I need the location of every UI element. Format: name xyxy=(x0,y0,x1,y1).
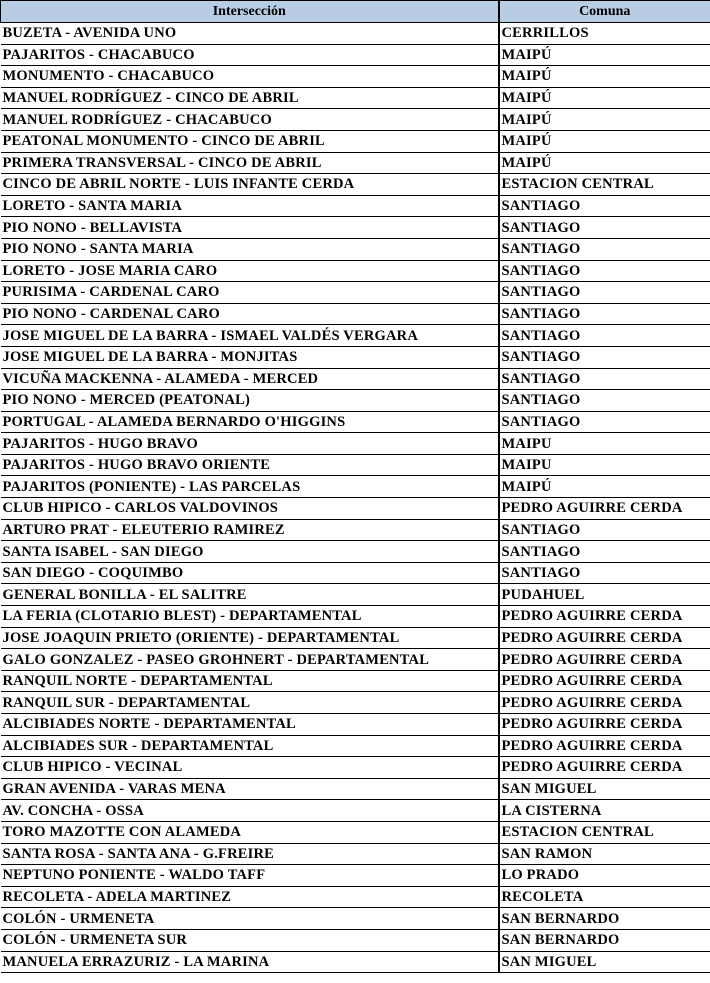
cell-interseccion[interactable]: PEATONAL MONUMENTO - CINCO DE ABRIL xyxy=(1,130,499,152)
cell-comuna[interactable]: SANTIAGO xyxy=(499,519,710,541)
cell-interseccion[interactable]: COLÓN - URMENETA xyxy=(1,908,499,930)
cell-interseccion[interactable]: PAJARITOS - HUGO BRAVO ORIENTE xyxy=(1,454,499,476)
table-row xyxy=(1,757,710,779)
table-row xyxy=(1,627,710,649)
cell-comuna[interactable]: PEDRO AGUIRRE CERDA xyxy=(499,714,710,736)
table-row xyxy=(1,303,710,325)
cell-interseccion[interactable]: TORO MAZOTTE CON ALAMEDA xyxy=(1,821,499,843)
cell-comuna[interactable]: SANTIAGO xyxy=(499,325,710,347)
table-row xyxy=(1,606,710,628)
cell-comuna[interactable]: SANTIAGO xyxy=(499,562,710,584)
cell-interseccion[interactable]: MONUMENTO - CHACABUCO xyxy=(1,66,499,88)
table-row xyxy=(1,908,710,930)
table-row xyxy=(1,87,710,109)
table-row xyxy=(1,66,710,88)
cell-comuna[interactable]: SANTIAGO xyxy=(499,282,710,304)
table-row xyxy=(1,800,710,822)
cell-comuna[interactable]: SAN BERNARDO xyxy=(499,908,710,930)
cell-interseccion[interactable]: ALCIBIADES NORTE - DEPARTAMENTAL xyxy=(1,714,499,736)
header-row xyxy=(1,1,710,23)
table-row xyxy=(1,368,710,390)
cell-interseccion[interactable]: PRIMERA TRANSVERSAL - CINCO DE ABRIL xyxy=(1,152,499,174)
table-row xyxy=(1,843,710,865)
cell-interseccion[interactable]: JOSE JOAQUIN PRIETO (ORIENTE) - DEPARTAMENTAL xyxy=(1,627,499,649)
table-row xyxy=(1,562,710,584)
cell-interseccion[interactable]: CLUB HIPICO - CARLOS VALDOVINOS xyxy=(1,498,499,520)
cell-comuna[interactable]: SANTIAGO xyxy=(499,346,710,368)
cell-interseccion[interactable]: PAJARITOS - CHACABUCO xyxy=(1,44,499,66)
cell-interseccion[interactable]: VICUÑA MACKENNA - ALAMEDA - MERCED xyxy=(1,368,499,390)
cell-comuna[interactable]: ESTACION CENTRAL xyxy=(499,174,710,196)
cell-comuna[interactable]: SANTIAGO xyxy=(499,303,710,325)
table-row xyxy=(1,541,710,563)
cell-interseccion[interactable]: BUZETA - AVENIDA UNO xyxy=(1,23,499,45)
cell-interseccion[interactable]: NEPTUNO PONIENTE - WALDO TAFF xyxy=(1,865,499,887)
cell-comuna[interactable]: CERRILLOS xyxy=(499,23,710,45)
cell-comuna[interactable]: MAIPU xyxy=(499,433,710,455)
cell-interseccion[interactable]: GALO GONZALEZ - PASEO GROHNERT - DEPARTAMENTAL xyxy=(1,649,499,671)
cell-interseccion[interactable]: CINCO DE ABRIL NORTE - LUIS INFANTE CERDA xyxy=(1,174,499,196)
cell-comuna[interactable]: RECOLETA xyxy=(499,886,710,908)
cell-interseccion[interactable]: PIO NONO - MERCED (PEATONAL) xyxy=(1,390,499,412)
table-row xyxy=(1,670,710,692)
cell-comuna[interactable]: SANTIAGO xyxy=(499,217,710,239)
table-row xyxy=(1,130,710,152)
cell-interseccion[interactable]: RANQUIL SUR - DEPARTAMENTAL xyxy=(1,692,499,714)
table-row xyxy=(1,325,710,347)
table-row xyxy=(1,649,710,671)
cell-interseccion[interactable]: PAJARITOS - HUGO BRAVO xyxy=(1,433,499,455)
cell-comuna[interactable]: PEDRO AGUIRRE CERDA xyxy=(499,692,710,714)
cell-comuna[interactable]: LO PRADO xyxy=(499,865,710,887)
table-row xyxy=(1,886,710,908)
table-row xyxy=(1,174,710,196)
cell-interseccion[interactable]: PIO NONO - BELLAVISTA xyxy=(1,217,499,239)
table-row xyxy=(1,23,710,45)
table-row xyxy=(1,454,710,476)
cell-comuna[interactable]: SANTIAGO xyxy=(499,411,710,433)
cell-comuna[interactable]: MAIPÚ xyxy=(499,109,710,131)
cell-comuna[interactable]: PEDRO AGUIRRE CERDA xyxy=(499,498,710,520)
table-row xyxy=(1,714,710,736)
cell-comuna[interactable]: SAN RAMON xyxy=(499,843,710,865)
cell-interseccion[interactable]: COLÓN - URMENETA SUR xyxy=(1,929,499,951)
cell-interseccion[interactable]: SANTA ROSA - SANTA ANA - G.FREIRE xyxy=(1,843,499,865)
cell-interseccion[interactable]: PIO NONO - SANTA MARIA xyxy=(1,238,499,260)
cell-interseccion[interactable]: ALCIBIADES SUR - DEPARTAMENTAL xyxy=(1,735,499,757)
header-comuna[interactable]: Comuna xyxy=(499,1,710,23)
cell-interseccion[interactable]: ARTURO PRAT - ELEUTERIO RAMIREZ xyxy=(1,519,499,541)
cell-comuna[interactable]: MAIPÚ xyxy=(499,476,710,498)
cell-comuna[interactable]: PEDRO AGUIRRE CERDA xyxy=(499,606,710,628)
table-row xyxy=(1,735,710,757)
cell-interseccion[interactable]: PURISIMA - CARDENAL CARO xyxy=(1,282,499,304)
cell-comuna[interactable]: SANTIAGO xyxy=(499,541,710,563)
table-row xyxy=(1,109,710,131)
cell-interseccion[interactable]: LORETO - SANTA MARIA xyxy=(1,195,499,217)
cell-interseccion[interactable]: LA FERIA (CLOTARIO BLEST) - DEPARTAMENTAL xyxy=(1,606,499,628)
cell-comuna[interactable]: ESTACION CENTRAL xyxy=(499,821,710,843)
cell-interseccion[interactable]: GRAN AVENIDA - VARAS MENA xyxy=(1,778,499,800)
table-row xyxy=(1,692,710,714)
table-row xyxy=(1,238,710,260)
table-row xyxy=(1,282,710,304)
table-row xyxy=(1,821,710,843)
cell-interseccion[interactable]: PORTUGAL - ALAMEDA BERNARDO O'HIGGINS xyxy=(1,411,499,433)
cell-interseccion[interactable]: SAN DIEGO - COQUIMBO xyxy=(1,562,499,584)
cell-comuna[interactable]: SAN BERNARDO xyxy=(499,929,710,951)
cell-comuna[interactable]: PEDRO AGUIRRE CERDA xyxy=(499,649,710,671)
cell-comuna[interactable]: PEDRO AGUIRRE CERDA xyxy=(499,735,710,757)
cell-comuna[interactable]: PEDRO AGUIRRE CERDA xyxy=(499,757,710,779)
table-row xyxy=(1,217,710,239)
table-row xyxy=(1,346,710,368)
table-body xyxy=(1,23,710,973)
cell-comuna[interactable]: MAIPÚ xyxy=(499,130,710,152)
table-row xyxy=(1,390,710,412)
cell-interseccion[interactable]: GENERAL BONILLA - EL SALITRE xyxy=(1,584,499,606)
cell-comuna[interactable]: MAIPÚ xyxy=(499,87,710,109)
table-row xyxy=(1,951,710,973)
table-row xyxy=(1,778,710,800)
cell-interseccion[interactable]: RECOLETA - ADELA MARTINEZ xyxy=(1,886,499,908)
cell-comuna[interactable]: PEDRO AGUIRRE CERDA xyxy=(499,670,710,692)
table-row xyxy=(1,152,710,174)
table-row xyxy=(1,260,710,282)
cell-comuna[interactable]: MAIPÚ xyxy=(499,152,710,174)
cell-interseccion[interactable]: MANUEL RODRÍGUEZ - CHACABUCO xyxy=(1,109,499,131)
table-row xyxy=(1,584,710,606)
cell-comuna[interactable]: SANTIAGO xyxy=(499,195,710,217)
cell-comuna[interactable]: MAIPÚ xyxy=(499,66,710,88)
table-row xyxy=(1,433,710,455)
table-row xyxy=(1,411,710,433)
table-row xyxy=(1,929,710,951)
cell-comuna[interactable]: SANTIAGO xyxy=(499,260,710,282)
cell-comuna[interactable]: SAN MIGUEL xyxy=(499,951,710,973)
cell-interseccion[interactable]: LORETO - JOSE MARIA CARO xyxy=(1,260,499,282)
cell-interseccion[interactable]: PAJARITOS (PONIENTE) - LAS PARCELAS xyxy=(1,476,499,498)
cell-interseccion[interactable]: MANUELA ERRAZURIZ - LA MARINA xyxy=(1,951,499,973)
cell-interseccion[interactable]: RANQUIL NORTE - DEPARTAMENTAL xyxy=(1,670,499,692)
cell-interseccion[interactable]: PIO NONO - CARDENAL CARO xyxy=(1,303,499,325)
cell-comuna[interactable]: SAN MIGUEL xyxy=(499,778,710,800)
table-row xyxy=(1,195,710,217)
cell-comuna[interactable]: MAIPU xyxy=(499,454,710,476)
cell-interseccion[interactable]: JOSE MIGUEL DE LA BARRA - MONJITAS xyxy=(1,346,499,368)
cell-interseccion[interactable]: AV. CONCHA - OSSA xyxy=(1,800,499,822)
table-row xyxy=(1,865,710,887)
table-row xyxy=(1,44,710,66)
cell-comuna[interactable]: MAIPÚ xyxy=(499,44,710,66)
table-row xyxy=(1,519,710,541)
cell-comuna[interactable]: PUDAHUEL xyxy=(499,584,710,606)
cell-interseccion[interactable]: CLUB HIPICO - VECINAL xyxy=(1,757,499,779)
cell-comuna[interactable]: SANTIAGO xyxy=(499,238,710,260)
table-row xyxy=(1,498,710,520)
cell-comuna[interactable]: SANTIAGO xyxy=(499,368,710,390)
cell-comuna[interactable]: SANTIAGO xyxy=(499,390,710,412)
cell-interseccion[interactable]: SANTA ISABEL - SAN DIEGO xyxy=(1,541,499,563)
cell-comuna[interactable]: LA CISTERNA xyxy=(499,800,710,822)
table-row xyxy=(1,476,710,498)
cell-comuna[interactable]: PEDRO AGUIRRE CERDA xyxy=(499,627,710,649)
cell-interseccion[interactable]: JOSE MIGUEL DE LA BARRA - ISMAEL VALDÉS VERGARA xyxy=(1,325,499,347)
cell-interseccion[interactable]: MANUEL RODRÍGUEZ - CINCO DE ABRIL xyxy=(1,87,499,109)
header-interseccion[interactable]: Intersección xyxy=(1,1,499,23)
